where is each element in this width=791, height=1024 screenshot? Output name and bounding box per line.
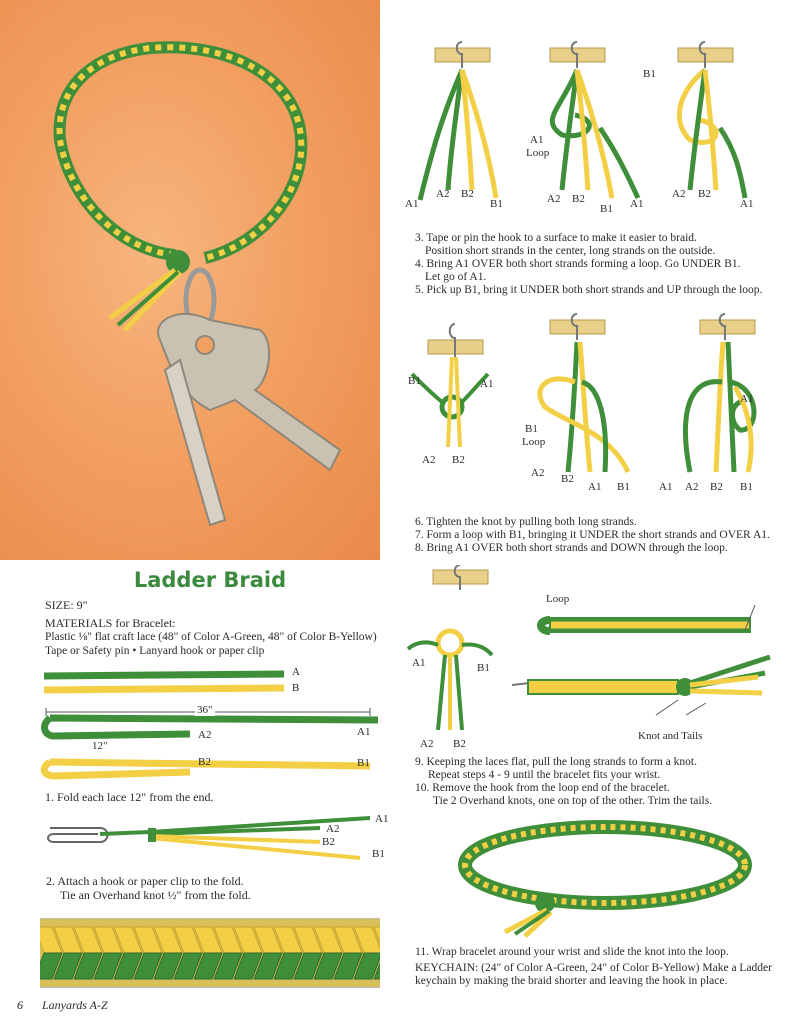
label-a1-s1: A1 — [357, 726, 371, 738]
size-text: SIZE: 9" — [45, 598, 88, 612]
label-b: B — [292, 682, 300, 694]
label-a2-s4: A2 — [547, 193, 561, 205]
step-6: 6. Tighten the knot by pulling both long strands. — [415, 516, 637, 528]
materials-line-1: Plastic ⅛" flat craft lace (48" of Color A-Green, 48" of Color B-Yellow) — [45, 631, 377, 643]
hook-2 — [550, 42, 638, 198]
steps-3-5-diagram — [400, 40, 780, 220]
label-a2-s3: A2 — [436, 188, 450, 200]
label-a2-s9: A2 — [420, 738, 434, 750]
keychain-illustration — [0, 0, 380, 560]
label-b1loop-loop: Loop — [522, 436, 546, 448]
label-a1-s3: A1 — [405, 198, 419, 210]
step-1: 1. Fold each lace 12" from the end. — [45, 790, 214, 804]
label-a1-s6: A1 — [480, 378, 494, 390]
braid-closeup-photo — [40, 918, 380, 988]
keychain-photo — [0, 0, 380, 560]
label-b1-s1: B1 — [357, 757, 370, 769]
step-5: 5. Pick up B1, bring it UNDER both short strands and UP through the loop. — [415, 284, 763, 296]
steps-6-8-diagram — [400, 312, 780, 497]
keychain-line-2: keychain by making the braid shorter and leaving the hook in place. — [415, 975, 728, 987]
label-a2-s5: A2 — [672, 188, 686, 200]
page-title: Ladder Braid — [133, 568, 287, 592]
label-a1-s4: A1 — [630, 198, 644, 210]
label-b2-s4: B2 — [572, 193, 585, 205]
label-b2-s7: B2 — [561, 473, 574, 485]
step-4b: Let go of A1. — [425, 271, 487, 283]
label-12: 12" — [92, 740, 108, 752]
step-10a: 10. Remove the hook from the loop end of the bracelet. — [415, 782, 670, 794]
book-title: Lanyards A-Z — [42, 998, 108, 1012]
lace-b — [44, 688, 284, 690]
label-b1-s4: B1 — [600, 203, 613, 215]
label-a1-s8: A1 — [659, 481, 673, 493]
label-a2-s1: A2 — [198, 729, 212, 741]
step-11: 11. Wrap bracelet around your wrist and slide the knot into the loop. — [415, 946, 729, 958]
step-3b: Position short strands in the center, long strands on the outside. — [425, 245, 716, 257]
label-loop: Loop — [546, 593, 570, 605]
label-knot-tails: Knot and Tails — [638, 730, 703, 742]
label-b2-s3: B2 — [461, 188, 474, 200]
step-10b: Tie 2 Overhand knots, one on top of the other. Trim the tails. — [433, 795, 713, 807]
label-b2-s5: B2 — [698, 188, 711, 200]
materials-line-2: Tape or Safety pin • Lanyard hook or paper clip — [45, 645, 265, 657]
label-a1-s8-top: A1 — [740, 393, 754, 405]
label-a2-s8: A2 — [685, 481, 699, 493]
page-number: 6 — [17, 998, 23, 1012]
label-b2-s2: B2 — [322, 836, 335, 848]
label-a2-s2: A2 — [326, 823, 340, 835]
materials-heading: MATERIALS for Bracelet: — [45, 616, 176, 630]
label-b2-s6: B2 — [452, 454, 465, 466]
label-a1-s9: A1 — [412, 657, 426, 669]
lace-diagram — [40, 662, 385, 782]
label-a1loop-a1: A1 — [530, 134, 544, 146]
step-9a: 9. Keeping the laces flat, pull the long strands to form a knot. — [415, 756, 698, 768]
label-b2-s9: B2 — [453, 738, 466, 750]
label-b1-s6: B1 — [408, 375, 421, 387]
step-4a: 4. Bring A1 OVER both short strands forming a loop. Go UNDER B1. — [415, 258, 741, 270]
label-a: A — [292, 666, 300, 678]
label-b1-s3: B1 — [490, 198, 503, 210]
step-7: 7. Form a loop with B1, bringing it UNDER the short strands and OVER A1. — [415, 529, 770, 541]
steps-9-10-diagram — [400, 565, 780, 745]
label-b2-s8: B2 — [710, 481, 723, 493]
label-b1-s5: B1 — [643, 68, 656, 80]
label-b1-s9: B1 — [477, 662, 490, 674]
finished-bracelet — [455, 820, 755, 940]
lace-a — [44, 674, 284, 676]
label-a2-s7: A2 — [531, 467, 545, 479]
label-a1-s2: A1 — [375, 813, 389, 825]
label-b2-s1: B2 — [198, 756, 211, 768]
label-a2-s6: A2 — [422, 454, 436, 466]
keychain-line-1: KEYCHAIN: (24" of Color A-Green, 24" of Color B-Yellow) Make a Ladder — [415, 962, 772, 974]
step-2a: 2. Attach a hook or paper clip to the fold. — [46, 874, 244, 888]
label-b1-s7: B1 — [617, 481, 630, 493]
label-a1-s7: A1 — [588, 481, 602, 493]
label-36: 36" — [197, 704, 213, 716]
hook-1 — [420, 42, 496, 200]
label-b1-s8: B1 — [740, 481, 753, 493]
label-a1-s5: A1 — [740, 198, 754, 210]
label-b1loop-b1: B1 — [525, 423, 538, 435]
step-3a: 3. Tape or pin the hook to a surface to make it easier to braid. — [415, 232, 697, 244]
label-a1loop-loop: Loop — [526, 147, 550, 159]
step-9b: Repeat steps 4 - 9 until the bracelet fits your wrist. — [428, 769, 661, 781]
step-8: 8. Bring A1 OVER both short strands and DOWN through the loop. — [415, 542, 728, 554]
step-2b: Tie an Overhand knot ½" from the fold. — [60, 888, 251, 902]
hook-3 — [678, 42, 745, 198]
label-b1-s2: B1 — [372, 848, 385, 860]
